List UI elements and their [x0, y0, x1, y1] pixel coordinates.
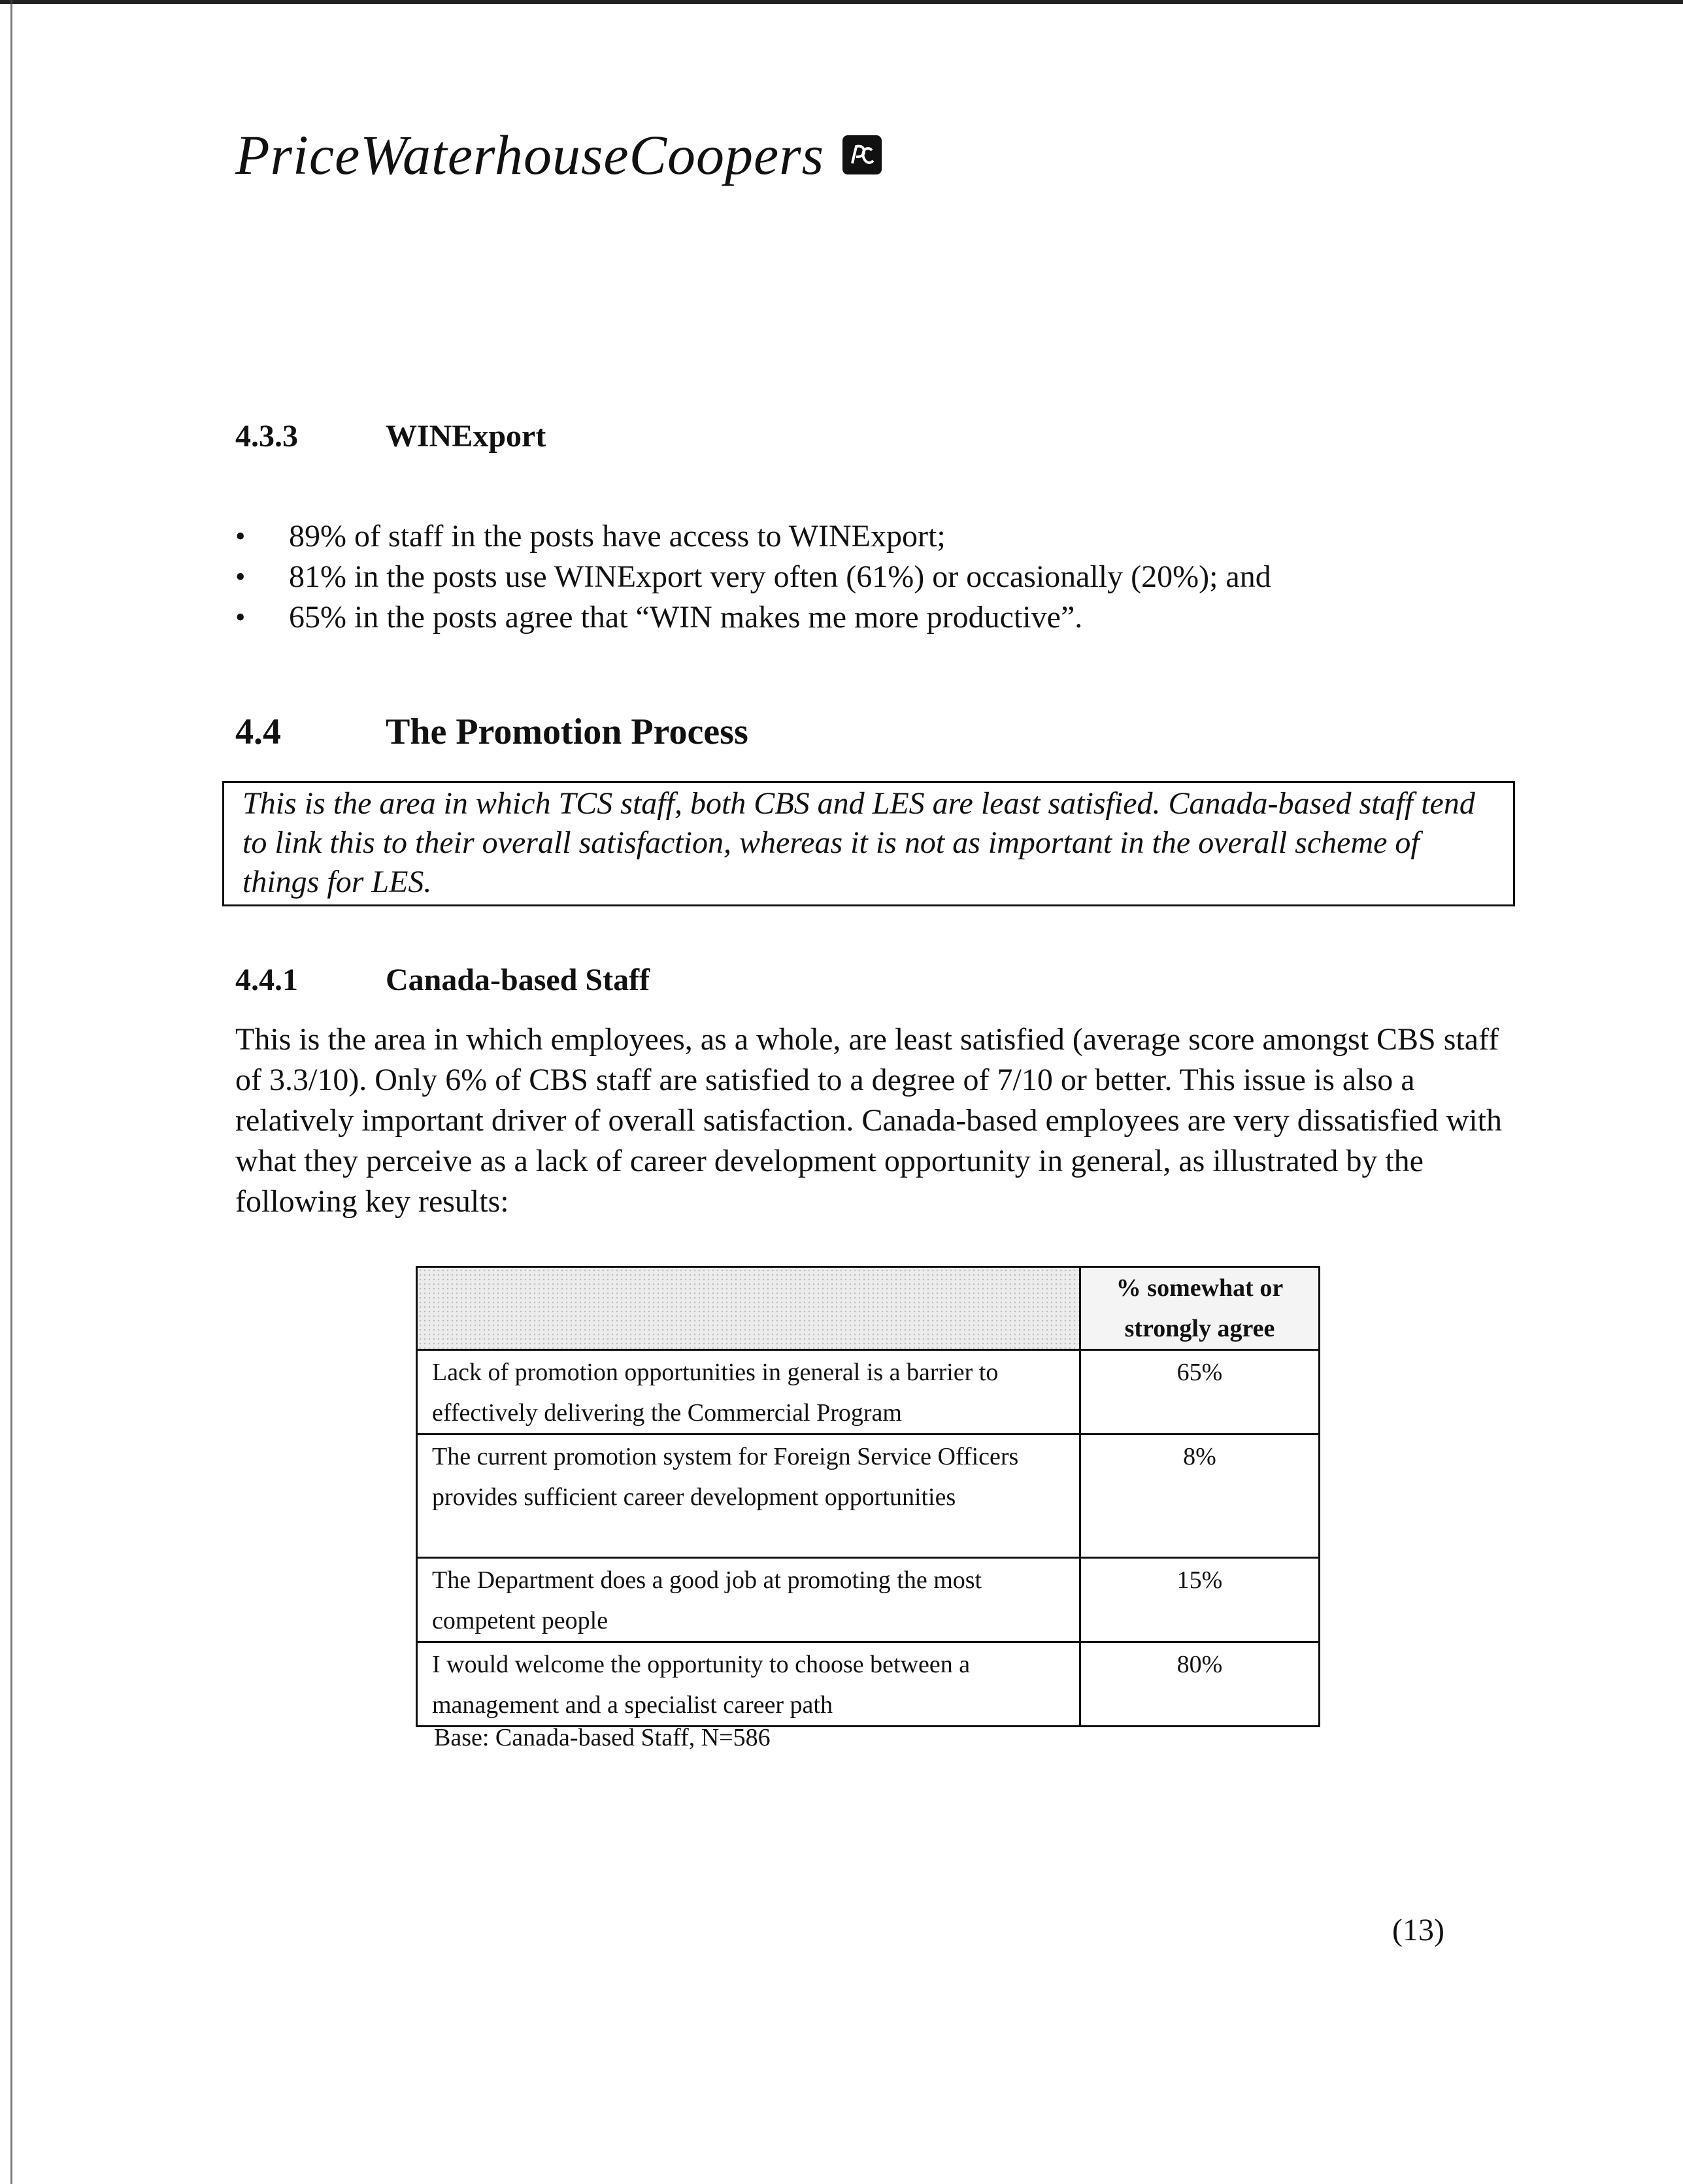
results-table	[416, 1266, 1320, 1727]
section-title: The Promotion Process	[386, 712, 748, 752]
bullet-text: 65% in the posts agree that “WIN makes me more productive”.	[289, 600, 1083, 635]
table-value: 80%	[1080, 1642, 1320, 1727]
bullet-icon: •	[235, 561, 246, 593]
bullet-icon: •	[235, 601, 246, 633]
page-number: (13)	[1392, 1913, 1444, 1947]
scan-edge-left	[10, 0, 12, 2184]
list-item	[235, 516, 1542, 557]
table-header-agree: % somewhat or strongly agree	[1080, 1267, 1320, 1350]
table-statement: Lack of promotion opportunities in general is a barrier to effectively delivering the Commercial Program	[417, 1350, 1080, 1434]
table-row	[417, 1642, 1320, 1727]
pwc-monogram-icon	[842, 135, 882, 174]
table-statement: The Department does a good job at promoting the most competent people	[417, 1558, 1080, 1642]
bullet-text: 89% of staff in the posts have access to WINExport;	[289, 519, 946, 554]
table-header-row	[417, 1267, 1320, 1350]
table-base-note: Base: Canada-based Staff, N=586	[434, 1724, 771, 1751]
section-title: WINExport	[386, 419, 546, 454]
list-item	[235, 597, 1542, 638]
table-value: 8%	[1080, 1434, 1320, 1558]
section-number: 4.4.1	[235, 963, 298, 997]
table-statement: The current promotion system for Foreign Service Officers provides sufficient career development opportunities	[417, 1434, 1080, 1558]
scan-edge-top	[0, 0, 1683, 4]
table-statement: I would welcome the opportunity to choose between a management and a specialist career path	[417, 1642, 1080, 1727]
bullet-icon: •	[235, 520, 246, 552]
section-title: Canada-based Staff	[386, 963, 650, 997]
section-number: 4.3.3	[235, 419, 298, 454]
monogram-glyph	[847, 140, 877, 170]
winexport-bullet-list	[235, 516, 1542, 638]
body-paragraph: This is the area in which employees, as a whole, are least satisfied (average score amongst CBS staff of 3.3/10). Only 6% of CBS staff are satisfied to a degree of 7/10 or better. This issue is also a relatively important driver of overall satisfaction. Canada-based employees are very dissatisfied with what they perceive as a lack of career development opportunity in general, as illustrated by the following key results:	[235, 1022, 1502, 1219]
table-value: 65%	[1080, 1350, 1320, 1434]
section-number: 4.4	[235, 712, 281, 752]
list-item	[235, 557, 1542, 597]
table-row	[417, 1350, 1320, 1434]
logo-text: PriceWaterhouseCoopers	[235, 124, 825, 186]
summary-callout-box: This is the area in which TCS staff, both CBS and LES are least satisfied. Canada-based staff tend to link this to their overall satisfaction, whereas it is not as important in the overall scheme of things for LES.	[222, 781, 1515, 906]
company-logo	[235, 112, 882, 197]
table-value: 15%	[1080, 1558, 1320, 1642]
bullet-text: 81% in the posts use WINExport very often (61%) or occasionally (20%); and	[289, 559, 1271, 594]
table-row	[417, 1558, 1320, 1642]
table-header-blank-cell	[417, 1267, 1080, 1350]
table-row	[417, 1434, 1320, 1558]
